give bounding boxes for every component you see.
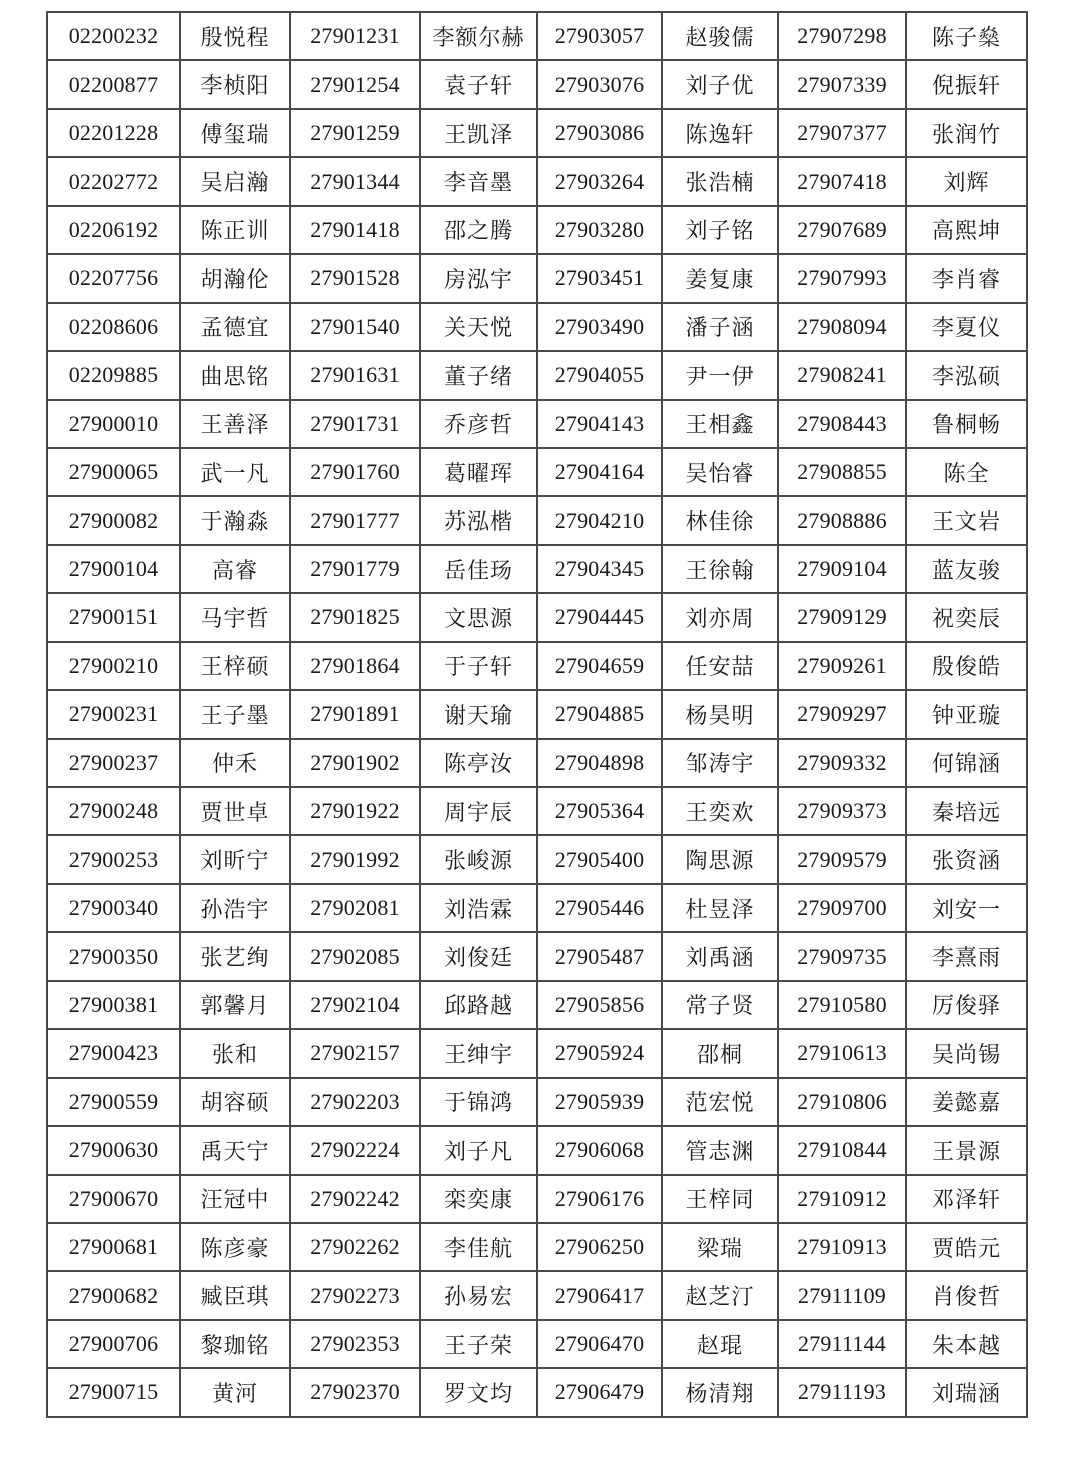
student-name-cell: 陈子燊 <box>906 12 1027 60</box>
student-id-cell: 27902081 <box>290 884 420 932</box>
student-id-cell: 27901418 <box>290 206 420 254</box>
table-row <box>47 884 1027 932</box>
student-id-cell: 27907689 <box>778 206 906 254</box>
student-id-cell: 27902273 <box>290 1271 420 1319</box>
student-name-cell: 赵骏儒 <box>662 12 778 60</box>
student-id-cell: 02208606 <box>47 303 180 351</box>
student-id-cell: 27911109 <box>778 1271 906 1319</box>
student-id-cell: 02206192 <box>47 206 180 254</box>
student-name-cell: 殷悦程 <box>180 12 290 60</box>
student-id-cell: 27905364 <box>537 787 662 835</box>
student-id-cell: 27900630 <box>47 1126 180 1174</box>
student-name-cell: 杜昱泽 <box>662 884 778 932</box>
student-id-cell: 27900104 <box>47 545 180 593</box>
table-row <box>47 448 1027 496</box>
student-name-cell: 文思源 <box>420 593 537 641</box>
student-name-cell: 王徐翰 <box>662 545 778 593</box>
student-name-cell: 黄河 <box>180 1368 290 1416</box>
student-name-cell: 常子贤 <box>662 981 778 1029</box>
student-name-cell: 孙浩宇 <box>180 884 290 932</box>
student-name-cell: 罗文均 <box>420 1368 537 1416</box>
student-name-cell: 王绅宇 <box>420 1029 537 1077</box>
student-name-cell: 刘子铭 <box>662 206 778 254</box>
student-id-cell: 27901902 <box>290 739 420 787</box>
student-name-cell: 高熙坤 <box>906 206 1027 254</box>
student-name-cell: 邱路越 <box>420 981 537 1029</box>
student-name-cell: 曲思铭 <box>180 351 290 399</box>
table-row <box>47 981 1027 1029</box>
student-name-cell: 潘子涵 <box>662 303 778 351</box>
student-id-cell: 27904345 <box>537 545 662 593</box>
student-id-cell: 27907993 <box>778 254 906 302</box>
student-id-cell: 27902085 <box>290 932 420 980</box>
student-id-cell: 27906470 <box>537 1320 662 1368</box>
student-name-cell: 胡瀚伦 <box>180 254 290 302</box>
student-id-cell: 27910613 <box>778 1029 906 1077</box>
student-name-cell: 李额尔赫 <box>420 12 537 60</box>
student-id-cell: 27908855 <box>778 448 906 496</box>
table-row <box>47 545 1027 593</box>
student-name-cell: 刘亦周 <box>662 593 778 641</box>
student-id-cell: 27909735 <box>778 932 906 980</box>
table-row <box>47 206 1027 254</box>
student-id-cell: 27901259 <box>290 109 420 157</box>
student-name-cell: 姜懿嘉 <box>906 1078 1027 1126</box>
table-row <box>47 787 1027 835</box>
student-id-cell: 27901231 <box>290 12 420 60</box>
student-name-cell: 范宏悦 <box>662 1078 778 1126</box>
student-name-cell: 王梓硕 <box>180 642 290 690</box>
student-id-cell: 27903451 <box>537 254 662 302</box>
table-row <box>47 932 1027 980</box>
student-name-cell: 刘安一 <box>906 884 1027 932</box>
student-name-cell: 王相鑫 <box>662 400 778 448</box>
student-name-cell: 祝奕辰 <box>906 593 1027 641</box>
table-row <box>47 690 1027 738</box>
student-id-cell: 27904885 <box>537 690 662 738</box>
student-id-cell: 27903076 <box>537 60 662 108</box>
student-id-cell: 02201228 <box>47 109 180 157</box>
student-name-cell: 马宇哲 <box>180 593 290 641</box>
student-name-cell: 王梓同 <box>662 1175 778 1223</box>
student-id-cell: 27900423 <box>47 1029 180 1077</box>
student-id-cell: 27907339 <box>778 60 906 108</box>
student-name-cell: 王奕欢 <box>662 787 778 835</box>
student-id-cell: 27901825 <box>290 593 420 641</box>
student-name-cell: 尹一伊 <box>662 351 778 399</box>
student-id-cell: 27900559 <box>47 1078 180 1126</box>
roster-table <box>46 11 1028 1418</box>
student-id-cell: 27900715 <box>47 1368 180 1416</box>
student-name-cell: 钟亚璇 <box>906 690 1027 738</box>
student-name-cell: 张润竹 <box>906 109 1027 157</box>
student-id-cell: 27901540 <box>290 303 420 351</box>
student-name-cell: 陈彦豪 <box>180 1223 290 1271</box>
student-id-cell: 27901992 <box>290 835 420 883</box>
table-row <box>47 351 1027 399</box>
student-name-cell: 王子荣 <box>420 1320 537 1368</box>
student-id-cell: 27901864 <box>290 642 420 690</box>
table-row <box>47 303 1027 351</box>
student-name-cell: 刘子凡 <box>420 1126 537 1174</box>
student-id-cell: 27901760 <box>290 448 420 496</box>
student-name-cell: 肖俊哲 <box>906 1271 1027 1319</box>
student-name-cell: 李熹雨 <box>906 932 1027 980</box>
table-row <box>47 1271 1027 1319</box>
student-name-cell: 栾奕康 <box>420 1175 537 1223</box>
student-name-cell: 厉俊驿 <box>906 981 1027 1029</box>
student-name-cell: 蓝友骏 <box>906 545 1027 593</box>
student-name-cell: 陈全 <box>906 448 1027 496</box>
student-id-cell: 27910580 <box>778 981 906 1029</box>
student-name-cell: 苏泓楷 <box>420 496 537 544</box>
student-id-cell: 27909297 <box>778 690 906 738</box>
student-name-cell: 王子墨 <box>180 690 290 738</box>
student-name-cell: 贾皓元 <box>906 1223 1027 1271</box>
student-name-cell: 于锦鸿 <box>420 1078 537 1126</box>
student-name-cell: 秦培远 <box>906 787 1027 835</box>
student-id-cell: 27907298 <box>778 12 906 60</box>
student-id-cell: 27911144 <box>778 1320 906 1368</box>
table-row <box>47 400 1027 448</box>
student-name-cell: 刘禹涵 <box>662 932 778 980</box>
table-row <box>47 1223 1027 1271</box>
student-name-cell: 林佳徐 <box>662 496 778 544</box>
student-name-cell: 邵之腾 <box>420 206 537 254</box>
student-id-cell: 27909332 <box>778 739 906 787</box>
table-row <box>47 1126 1027 1174</box>
student-id-cell: 27908241 <box>778 351 906 399</box>
student-id-cell: 27900248 <box>47 787 180 835</box>
student-name-cell: 谢天瑜 <box>420 690 537 738</box>
student-id-cell: 27905924 <box>537 1029 662 1077</box>
student-id-cell: 27910844 <box>778 1126 906 1174</box>
student-name-cell: 陈亭汝 <box>420 739 537 787</box>
student-id-cell: 27906176 <box>537 1175 662 1223</box>
student-id-cell: 27902224 <box>290 1126 420 1174</box>
student-name-cell: 胡容硕 <box>180 1078 290 1126</box>
student-name-cell: 杨清翔 <box>662 1368 778 1416</box>
student-name-cell: 殷俊皓 <box>906 642 1027 690</box>
student-id-cell: 27908094 <box>778 303 906 351</box>
student-id-cell: 27901777 <box>290 496 420 544</box>
student-name-cell: 赵琨 <box>662 1320 778 1368</box>
student-id-cell: 27907377 <box>778 109 906 157</box>
student-name-cell: 臧臣琪 <box>180 1271 290 1319</box>
table-row <box>47 496 1027 544</box>
student-id-cell: 27904164 <box>537 448 662 496</box>
student-name-cell: 孟德宜 <box>180 303 290 351</box>
student-id-cell: 27909129 <box>778 593 906 641</box>
student-id-cell: 27909373 <box>778 787 906 835</box>
student-id-cell: 27909700 <box>778 884 906 932</box>
student-id-cell: 27905856 <box>537 981 662 1029</box>
student-name-cell: 陈正训 <box>180 206 290 254</box>
student-id-cell: 27910806 <box>778 1078 906 1126</box>
student-id-cell: 27900065 <box>47 448 180 496</box>
student-name-cell: 鲁桐畅 <box>906 400 1027 448</box>
student-id-cell: 27905487 <box>537 932 662 980</box>
student-id-cell: 27904445 <box>537 593 662 641</box>
table-row <box>47 12 1027 60</box>
student-id-cell: 27901891 <box>290 690 420 738</box>
student-name-cell: 杨昊明 <box>662 690 778 738</box>
student-id-cell: 27907418 <box>778 157 906 205</box>
student-id-cell: 27902157 <box>290 1029 420 1077</box>
student-name-cell: 王凯泽 <box>420 109 537 157</box>
roster-table-body <box>47 12 1027 1417</box>
student-id-cell: 27903086 <box>537 109 662 157</box>
student-id-cell: 27900670 <box>47 1175 180 1223</box>
student-name-cell: 汪冠中 <box>180 1175 290 1223</box>
student-name-cell: 刘俊廷 <box>420 932 537 980</box>
student-name-cell: 贾世卓 <box>180 787 290 835</box>
student-id-cell: 27906068 <box>537 1126 662 1174</box>
student-id-cell: 27909104 <box>778 545 906 593</box>
student-id-cell: 27900340 <box>47 884 180 932</box>
student-id-cell: 27908886 <box>778 496 906 544</box>
student-id-cell: 27900010 <box>47 400 180 448</box>
student-name-cell: 禹天宁 <box>180 1126 290 1174</box>
student-id-cell: 27902262 <box>290 1223 420 1271</box>
student-name-cell: 李桢阳 <box>180 60 290 108</box>
student-id-cell: 27900381 <box>47 981 180 1029</box>
student-id-cell: 27911193 <box>778 1368 906 1416</box>
student-name-cell: 张浩楠 <box>662 157 778 205</box>
student-name-cell: 刘子优 <box>662 60 778 108</box>
table-row <box>47 109 1027 157</box>
student-id-cell: 27909579 <box>778 835 906 883</box>
table-row <box>47 593 1027 641</box>
student-id-cell: 27900682 <box>47 1271 180 1319</box>
table-row <box>47 254 1027 302</box>
student-id-cell: 27901528 <box>290 254 420 302</box>
student-id-cell: 27905446 <box>537 884 662 932</box>
student-name-cell: 刘昕宁 <box>180 835 290 883</box>
student-id-cell: 27900237 <box>47 739 180 787</box>
student-id-cell: 27902370 <box>290 1368 420 1416</box>
student-name-cell: 王文岩 <box>906 496 1027 544</box>
student-id-cell: 27902203 <box>290 1078 420 1126</box>
student-id-cell: 27902353 <box>290 1320 420 1368</box>
student-name-cell: 李肖睿 <box>906 254 1027 302</box>
student-id-cell: 27908443 <box>778 400 906 448</box>
student-name-cell: 乔彦哲 <box>420 400 537 448</box>
student-name-cell: 李佳航 <box>420 1223 537 1271</box>
table-row <box>47 60 1027 108</box>
student-id-cell: 27909261 <box>778 642 906 690</box>
student-id-cell: 27900231 <box>47 690 180 738</box>
student-name-cell: 邓泽轩 <box>906 1175 1027 1223</box>
student-name-cell: 姜复康 <box>662 254 778 302</box>
table-row <box>47 835 1027 883</box>
student-name-cell: 高睿 <box>180 545 290 593</box>
student-name-cell: 仲禾 <box>180 739 290 787</box>
student-name-cell: 董子绪 <box>420 351 537 399</box>
student-name-cell: 袁子轩 <box>420 60 537 108</box>
student-name-cell: 邵桐 <box>662 1029 778 1077</box>
student-name-cell: 梁瑞 <box>662 1223 778 1271</box>
student-name-cell: 李夏仪 <box>906 303 1027 351</box>
student-name-cell: 朱本越 <box>906 1320 1027 1368</box>
student-name-cell: 李音墨 <box>420 157 537 205</box>
student-id-cell: 27902104 <box>290 981 420 1029</box>
student-id-cell: 27901731 <box>290 400 420 448</box>
student-name-cell: 倪振轩 <box>906 60 1027 108</box>
student-name-cell: 何锦涵 <box>906 739 1027 787</box>
student-name-cell: 陶思源 <box>662 835 778 883</box>
student-name-cell: 葛曜珲 <box>420 448 537 496</box>
student-id-cell: 27902242 <box>290 1175 420 1223</box>
student-name-cell: 张和 <box>180 1029 290 1077</box>
student-name-cell: 周宇辰 <box>420 787 537 835</box>
student-id-cell: 02202772 <box>47 157 180 205</box>
student-id-cell: 27900681 <box>47 1223 180 1271</box>
student-name-cell: 王景源 <box>906 1126 1027 1174</box>
roster-sheet <box>46 11 1026 1418</box>
student-id-cell: 27906479 <box>537 1368 662 1416</box>
student-name-cell: 孙易宏 <box>420 1271 537 1319</box>
student-name-cell: 邹涛宇 <box>662 739 778 787</box>
table-row <box>47 1029 1027 1077</box>
student-name-cell: 刘浩霖 <box>420 884 537 932</box>
student-name-cell: 张艺绚 <box>180 932 290 980</box>
student-name-cell: 于瀚淼 <box>180 496 290 544</box>
student-id-cell: 27900253 <box>47 835 180 883</box>
student-name-cell: 武一凡 <box>180 448 290 496</box>
student-name-cell: 吴启瀚 <box>180 157 290 205</box>
student-id-cell: 27903264 <box>537 157 662 205</box>
student-id-cell: 02200232 <box>47 12 180 60</box>
student-id-cell: 27904659 <box>537 642 662 690</box>
student-name-cell: 张峻源 <box>420 835 537 883</box>
table-row <box>47 739 1027 787</box>
student-name-cell: 赵芝汀 <box>662 1271 778 1319</box>
student-id-cell: 27903490 <box>537 303 662 351</box>
student-name-cell: 刘瑞涵 <box>906 1368 1027 1416</box>
student-id-cell: 27903057 <box>537 12 662 60</box>
student-name-cell: 傅玺瑞 <box>180 109 290 157</box>
student-id-cell: 27904898 <box>537 739 662 787</box>
student-id-cell: 27900210 <box>47 642 180 690</box>
student-name-cell: 房泓宇 <box>420 254 537 302</box>
student-name-cell: 任安喆 <box>662 642 778 690</box>
table-row <box>47 1320 1027 1368</box>
student-id-cell: 27900706 <box>47 1320 180 1368</box>
student-name-cell: 吴怡睿 <box>662 448 778 496</box>
student-id-cell: 27904055 <box>537 351 662 399</box>
student-id-cell: 27901922 <box>290 787 420 835</box>
student-id-cell: 02207756 <box>47 254 180 302</box>
student-id-cell: 27910913 <box>778 1223 906 1271</box>
student-name-cell: 陈逸轩 <box>662 109 778 157</box>
student-id-cell: 27901631 <box>290 351 420 399</box>
student-name-cell: 张资涵 <box>906 835 1027 883</box>
table-row <box>47 1078 1027 1126</box>
student-id-cell: 02200877 <box>47 60 180 108</box>
student-id-cell: 27900082 <box>47 496 180 544</box>
student-name-cell: 关天悦 <box>420 303 537 351</box>
student-id-cell: 27901779 <box>290 545 420 593</box>
student-id-cell: 27906250 <box>537 1223 662 1271</box>
student-id-cell: 27900350 <box>47 932 180 980</box>
student-id-cell: 27906417 <box>537 1271 662 1319</box>
student-name-cell: 王善泽 <box>180 400 290 448</box>
student-id-cell: 27901254 <box>290 60 420 108</box>
student-id-cell: 27901344 <box>290 157 420 205</box>
student-id-cell: 27904210 <box>537 496 662 544</box>
student-name-cell: 于子轩 <box>420 642 537 690</box>
student-id-cell: 27904143 <box>537 400 662 448</box>
student-id-cell: 27905939 <box>537 1078 662 1126</box>
student-name-cell: 刘辉 <box>906 157 1027 205</box>
student-id-cell: 27900151 <box>47 593 180 641</box>
table-row <box>47 1175 1027 1223</box>
student-id-cell: 27910912 <box>778 1175 906 1223</box>
student-id-cell: 27903280 <box>537 206 662 254</box>
student-id-cell: 02209885 <box>47 351 180 399</box>
student-name-cell: 李泓硕 <box>906 351 1027 399</box>
student-name-cell: 黎珈铭 <box>180 1320 290 1368</box>
table-row <box>47 1368 1027 1416</box>
table-row <box>47 157 1027 205</box>
student-id-cell: 27905400 <box>537 835 662 883</box>
student-name-cell: 吴尚锡 <box>906 1029 1027 1077</box>
table-row <box>47 642 1027 690</box>
student-name-cell: 管志渊 <box>662 1126 778 1174</box>
student-name-cell: 郭馨月 <box>180 981 290 1029</box>
student-name-cell: 岳佳玚 <box>420 545 537 593</box>
